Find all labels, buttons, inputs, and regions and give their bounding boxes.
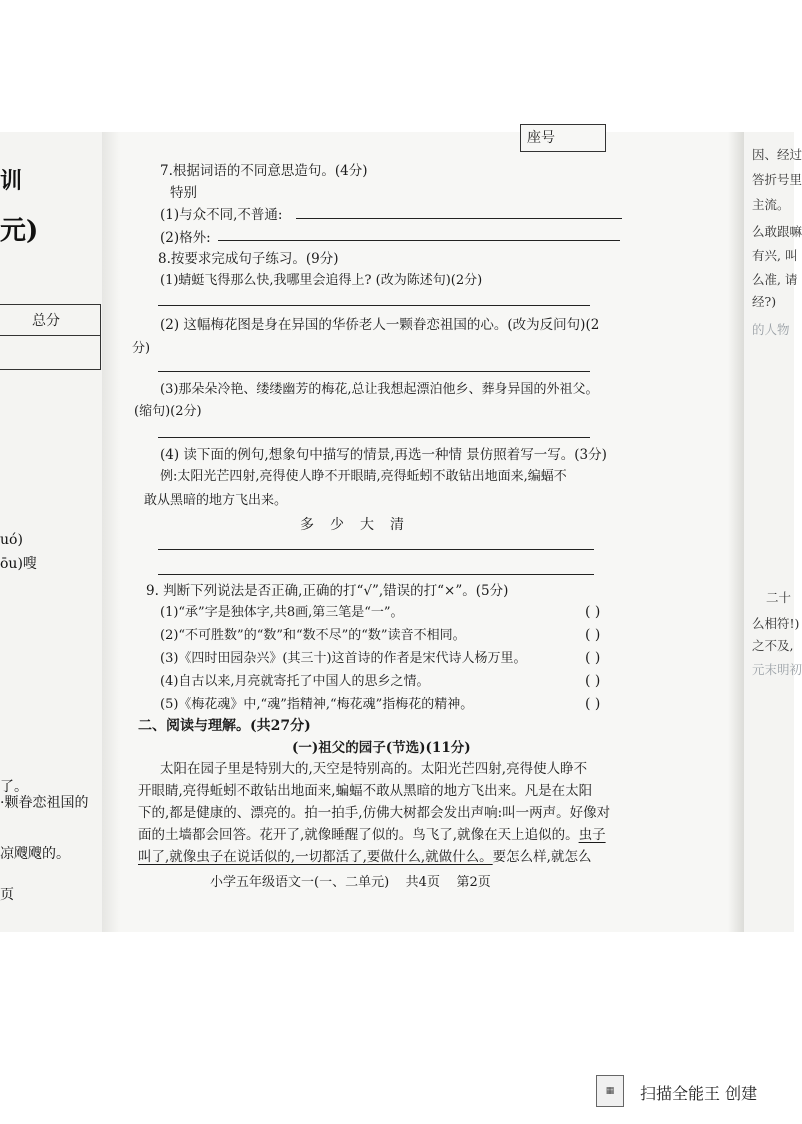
passage-line-4: 面的土墙都会回答。花开了,就像睡醒了似的。鸟飞了,就像在天上追似的。虫子: [138, 827, 606, 843]
q8-choice-3: 大: [360, 517, 374, 533]
q8-example-1: 例:太阳光芒四射,亮得使人睁不开眼睛,亮得蚯蚓不敢钻出地面来,编蝠不: [160, 469, 567, 484]
page-footer: 小学五年级语文一(一、二单元) 共4页 第2页: [210, 875, 491, 890]
q7-word: 特别: [170, 185, 197, 201]
q9-answer-1[interactable]: ( ): [585, 604, 601, 620]
right-text-8: 的人物: [752, 322, 790, 337]
left-text-3: 凉飕飕的。: [0, 846, 70, 862]
q8-part-3b: (缩句)(2分): [134, 404, 202, 419]
q8-choice-1: 多: [300, 517, 314, 533]
q8-part-2a: (2) 这幅梅花图是身在异国的华侨老人一颗眷恋祖国的心。(改为反问句)(2: [160, 317, 600, 333]
page-fold-right: [728, 132, 744, 932]
q9-title: 9. 判断下列说法是否正确,正确的打“√”,错误的打“×”。(5分): [146, 583, 509, 599]
passage-line-3: 下的,都是健康的、漂亮的。拍一拍手,仿佛大树都会发出声响:叫一两声。好像对: [138, 805, 611, 821]
left-text-1: 了。: [0, 779, 28, 795]
right-text-6: 么准, 请: [752, 272, 798, 287]
scanner-watermark: 扫描全能王 创建: [640, 1084, 758, 1103]
right-text-7: 经?): [752, 294, 777, 309]
right-text-2: 答折号里: [752, 172, 802, 187]
left-text-4: 页: [0, 887, 14, 903]
q9-item-5: (5)《梅花魂》中,“魂”指精神,“梅花魂”指梅花的精神。: [160, 697, 474, 712]
right-text-5: 有兴, 叫: [752, 248, 798, 263]
right-text-10: 么相符!): [752, 616, 800, 631]
q8-part-1: (1)蜻蜓飞得那么快,我哪里会追得上? (改为陈述句)(2分): [160, 273, 483, 288]
q7-sentence-1-label: (1)与众不同,不普通:: [160, 207, 283, 223]
q7-title: 7.根据词语的不同意思造句。(4分): [160, 163, 368, 179]
page-fold-left: [102, 132, 120, 932]
passage-line-2: 开眼睛,亮得蚯蚓不敢钻出地面来,蝙蝠不敢从黑暗的地方飞出来。凡是在太阳: [138, 783, 593, 799]
q8-example-2: 敢从黑暗的地方飞出来。: [144, 493, 288, 508]
q7-answer-line-2[interactable]: [218, 240, 620, 241]
q9-item-2: (2)“不可胜数”的“数”和“数不尽”的“数”读音不相同。: [160, 628, 466, 643]
seat-number-box: 座号: [520, 124, 606, 152]
q8-title: 8.按要求完成句子练习。(9分): [158, 251, 339, 267]
q8-answer-line-1[interactable]: [158, 305, 590, 306]
q8-answer-line-4[interactable]: [158, 549, 594, 550]
right-text-12: 元末明初: [752, 662, 802, 677]
passage-title: (一)祖父的园子(节选)(11分): [292, 740, 471, 756]
q8-part-4: (4) 读下面的例句,想象句中描写的情景,再选一种情 景仿照着写一写。(3分): [160, 447, 607, 463]
q8-choice-2: 少: [330, 517, 344, 533]
q8-part-2b: 分): [132, 341, 151, 356]
right-text-3: 主流。: [752, 197, 790, 212]
passage-line-1: 太阳在园子里是特别大的,天空是特别高的。太阳光芒四射,亮得使人睁不: [160, 761, 588, 777]
q8-answer-line-2[interactable]: [158, 371, 590, 372]
score-label: 总分: [32, 313, 60, 329]
left-pinyin-1: uó): [0, 532, 23, 548]
q9-answer-4[interactable]: ( ): [585, 673, 601, 689]
q8-part-3a: (3)那朵朵冷艳、缕缕幽芳的梅花,总让我想起漂泊他乡、葬身异国的外祖父。: [160, 382, 599, 397]
right-text-1: 因、经过: [752, 147, 802, 162]
q9-item-3: (3)《四时田园杂兴》(其三十)这首诗的作者是宋代诗人杨万里。: [160, 651, 527, 666]
q9-answer-5[interactable]: ( ): [585, 696, 601, 712]
q7-sentence-2-label: (2)格外:: [160, 230, 211, 246]
qr-code-icon: ▦: [596, 1075, 624, 1107]
q9-item-1: (1)“承”字是独体字,共8画,第三笔是“一”。: [160, 605, 404, 620]
left-title-fragment: 训: [0, 168, 23, 194]
left-text-2: ·颗眷恋祖国的: [0, 795, 89, 811]
q8-choice-4: 清: [390, 517, 404, 533]
q7-answer-line-1[interactable]: [296, 218, 622, 219]
q9-item-4: (4)自古以来,月亮就寄托了中国人的思乡之情。: [160, 674, 430, 689]
section-2-title: 二、阅读与理解。(共27分): [138, 718, 311, 734]
passage-line-5: 叫了,就像虫子在说话似的,一切都活了,要做什么,就做什么。要怎么样,就怎么: [138, 849, 592, 865]
q9-answer-2[interactable]: ( ): [585, 627, 601, 643]
passage-underlined-1: 虫子: [578, 827, 606, 843]
right-text-4: 么敢跟嘛: [752, 224, 802, 239]
left-title-fragment-2: 元): [0, 216, 39, 246]
q9-answer-3[interactable]: ( ): [585, 650, 601, 666]
right-text-11: 之不及,: [752, 638, 794, 653]
left-pinyin-2: ōu)嗖: [0, 556, 37, 572]
right-text-9: 二十: [766, 590, 792, 605]
score-table: [0, 304, 101, 370]
q8-answer-line-3[interactable]: [158, 437, 590, 438]
q8-answer-line-5[interactable]: [158, 574, 594, 575]
passage-underlined-2: 叫了,就像虫子在说话似的,一切都活了,要做什么,就做什么。: [138, 849, 493, 865]
